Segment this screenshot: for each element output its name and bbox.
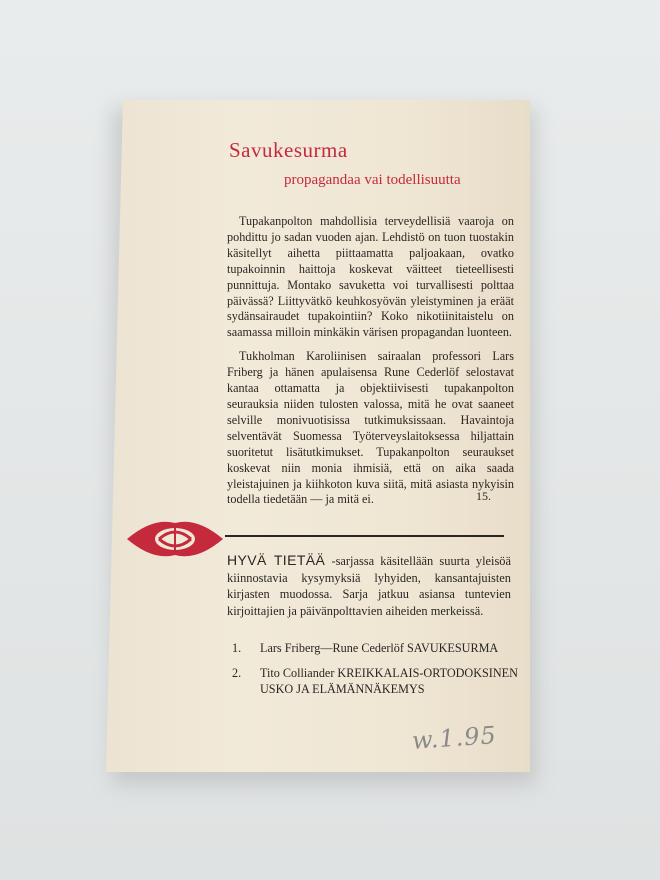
series-number: 15. bbox=[476, 489, 491, 503]
series-emblem-icon bbox=[125, 515, 225, 563]
list-item bbox=[232, 665, 522, 697]
handwritten-price: w.1.95 bbox=[411, 721, 498, 755]
series-list bbox=[232, 640, 522, 706]
list-item-text: Tito Colliander KREIKKALAIS-ORTODOKSINEN USKO JA ELÄMÄNNÄKEMYS bbox=[260, 666, 518, 696]
series-text: -sarjassa käsitellään suurta yleisöä kiinnostavia kysymyksiä lyhyiden, kansantajuisten kirjasten muodossa. Sarja jatkuu asiansa tuntevien kirjoittajien ja päivänpolttavien aiheiden merkeissä. bbox=[227, 554, 511, 618]
blurb-paragraph-1: Tupakanpolton mahdollisia terveydellisiä vaaroja on pohdittu jo sadan vuoden ajan. Lehdistö on tuon tuostakin käsitellyt aihetta piittaamatta paljoakaan, ovatko tupakoinnin haittoja koskevat väitteet tieteellisesti punnittuja. Montako savuketta voi turvallisesti polttaa päivässä? Liittyvätkö keuhkosyövän yleistyminen ja eräät sydänsairaudet tupakointiin? Koko nikotiinitaistelu on saamassa milloin minkäkin värisen propagandan luonteen. bbox=[227, 214, 514, 340]
book-subtitle: propagandaa vai todellisuutta bbox=[284, 172, 461, 188]
blurb-paragraph-2: Tukholman Karoliinisen sairaalan professori Lars Friberg ja hänen apulaisensa Rune Cederlöf selostavat kantaa ottamatta ja objektiivisesti tupakanpolton seurauksia niiden tulosten valossa, mitä he ovat saaneet selville monivuotisissa tutkimuksissaan. Havaintoja selventävät Suomessa Työterveyslaitoksessa hiljattain suoritetut lisätutkimukset. Tupakanpolton seuraukset koskevat niin monia ihmisiä, että on aika saada yleistajuinen ja kiihkoton kuva siitä, mitä asiasta nykyisin todella tiedetään — ja mitä ei. bbox=[227, 349, 514, 507]
list-item-text: Lars Friberg—Rune Cederlöf SAVUKESURMA bbox=[260, 641, 499, 655]
list-item-number: 2. bbox=[232, 666, 242, 680]
book-title: Savukesurma bbox=[229, 138, 348, 162]
blurb bbox=[227, 214, 514, 508]
series-description bbox=[227, 552, 511, 619]
list-item-number: 1. bbox=[232, 641, 242, 655]
divider-line bbox=[225, 535, 504, 537]
list-item bbox=[232, 640, 522, 656]
series-heading: HYVÄ TIETÄÄ bbox=[227, 552, 326, 568]
